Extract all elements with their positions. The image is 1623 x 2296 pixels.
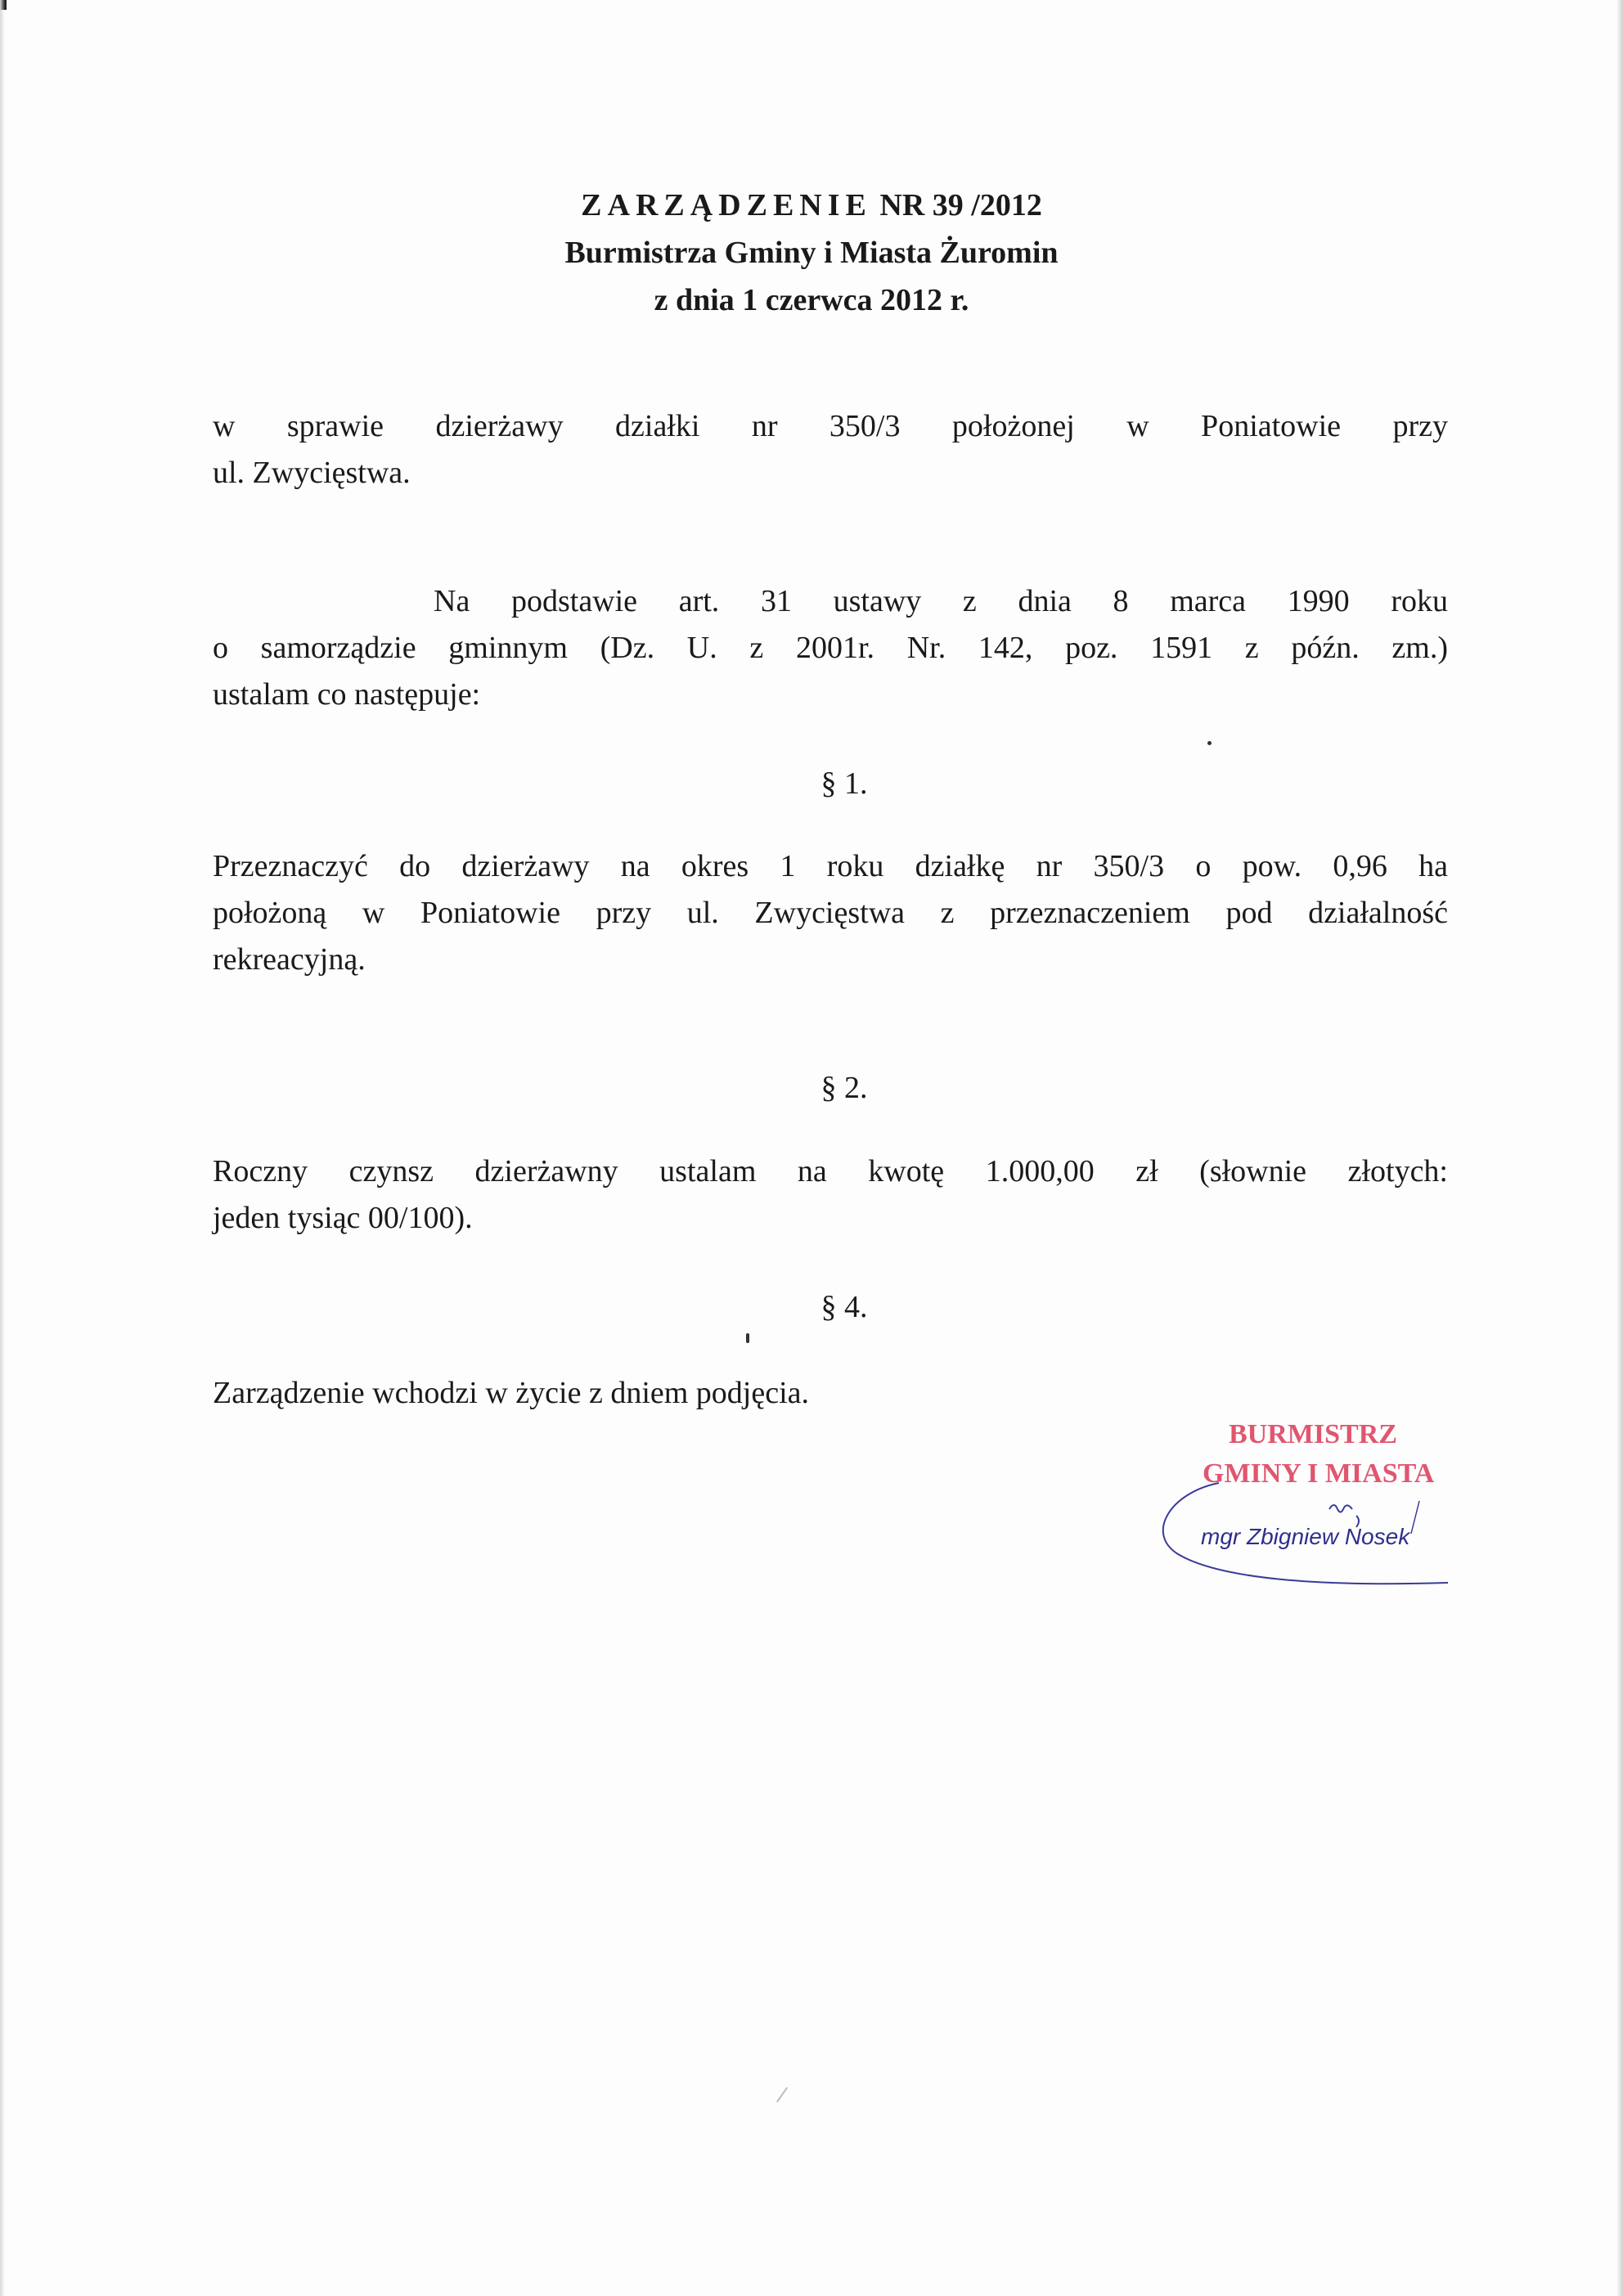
stamp-title-line-1: BURMISTRZ <box>1229 1419 1397 1449</box>
section-1-line-2: położoną w Poniatowie przy ul. Zwycięstwa z przeznaczeniem pod działalność <box>213 896 1448 930</box>
scan-speck <box>746 1333 749 1343</box>
stamp-signatory-name: mgr Zbigniew Nosek <box>1201 1524 1410 1549</box>
document-title <box>0 182 1623 229</box>
section-4-line-1: Zarządzenie wchodzi w życie z dniem podjęcia. <box>213 1376 810 1410</box>
section-1-body <box>213 843 1448 983</box>
scan-speck <box>1207 741 1212 745</box>
section-2-line-2: jeden tysiąc 00/100). <box>213 1201 473 1235</box>
section-1-line-3: rekreacyjną. <box>213 942 366 977</box>
subject-line-1: w sprawie dzierżawy działki nr 350/3 położonej w Poniatowie przy <box>213 409 1448 443</box>
mayor-stamp <box>1153 1419 1464 1599</box>
section-4-heading: § 4. <box>820 1290 868 1324</box>
document-subject <box>213 403 1448 496</box>
document-date: z dnia 1 czerwca 2012 r. <box>654 283 969 317</box>
title-number: NR 39 /2012 <box>879 188 1042 222</box>
section-1-line-1: Przeznaczyć do dzierżawy na okres 1 roku działkę nr 350/3 o pow. 0,96 ha <box>213 849 1448 883</box>
document-header <box>0 182 1623 324</box>
section-2-line-1: Roczny czynsz dzierżawny ustalam na kwotę 1.000,00 zł (słownie złotych: <box>213 1154 1448 1188</box>
scan-edge-right <box>1616 0 1623 2296</box>
title-word: ZARZĄDZENIE <box>581 188 872 222</box>
basis-line-1: Na podstawie art. 31 ustawy z dnia 8 marca 1990 roku <box>434 584 1448 618</box>
stamp-title-line-2: GMINY I MIASTA <box>1203 1458 1435 1489</box>
legal-basis <box>213 578 1448 718</box>
basis-line-3: ustalam co następuje: <box>213 677 481 712</box>
document-issuer: Burmistrza Gminy i Miasta Żuromin <box>564 236 1059 270</box>
scan-speck <box>776 2087 788 2102</box>
section-2-heading: § 2. <box>820 1071 868 1105</box>
section-1-heading: § 1. <box>820 766 868 801</box>
section-2-body <box>213 1148 1448 1242</box>
subject-line-2: ul. Zwycięstwa. <box>213 456 411 490</box>
basis-line-2: o samorządzie gminnym (Dz. U. z 2001r. Nr. 142, poz. 1591 z późn. zm.) <box>213 631 1448 665</box>
section-4-body <box>213 1370 1448 1417</box>
scan-edge-left <box>0 0 5 2296</box>
